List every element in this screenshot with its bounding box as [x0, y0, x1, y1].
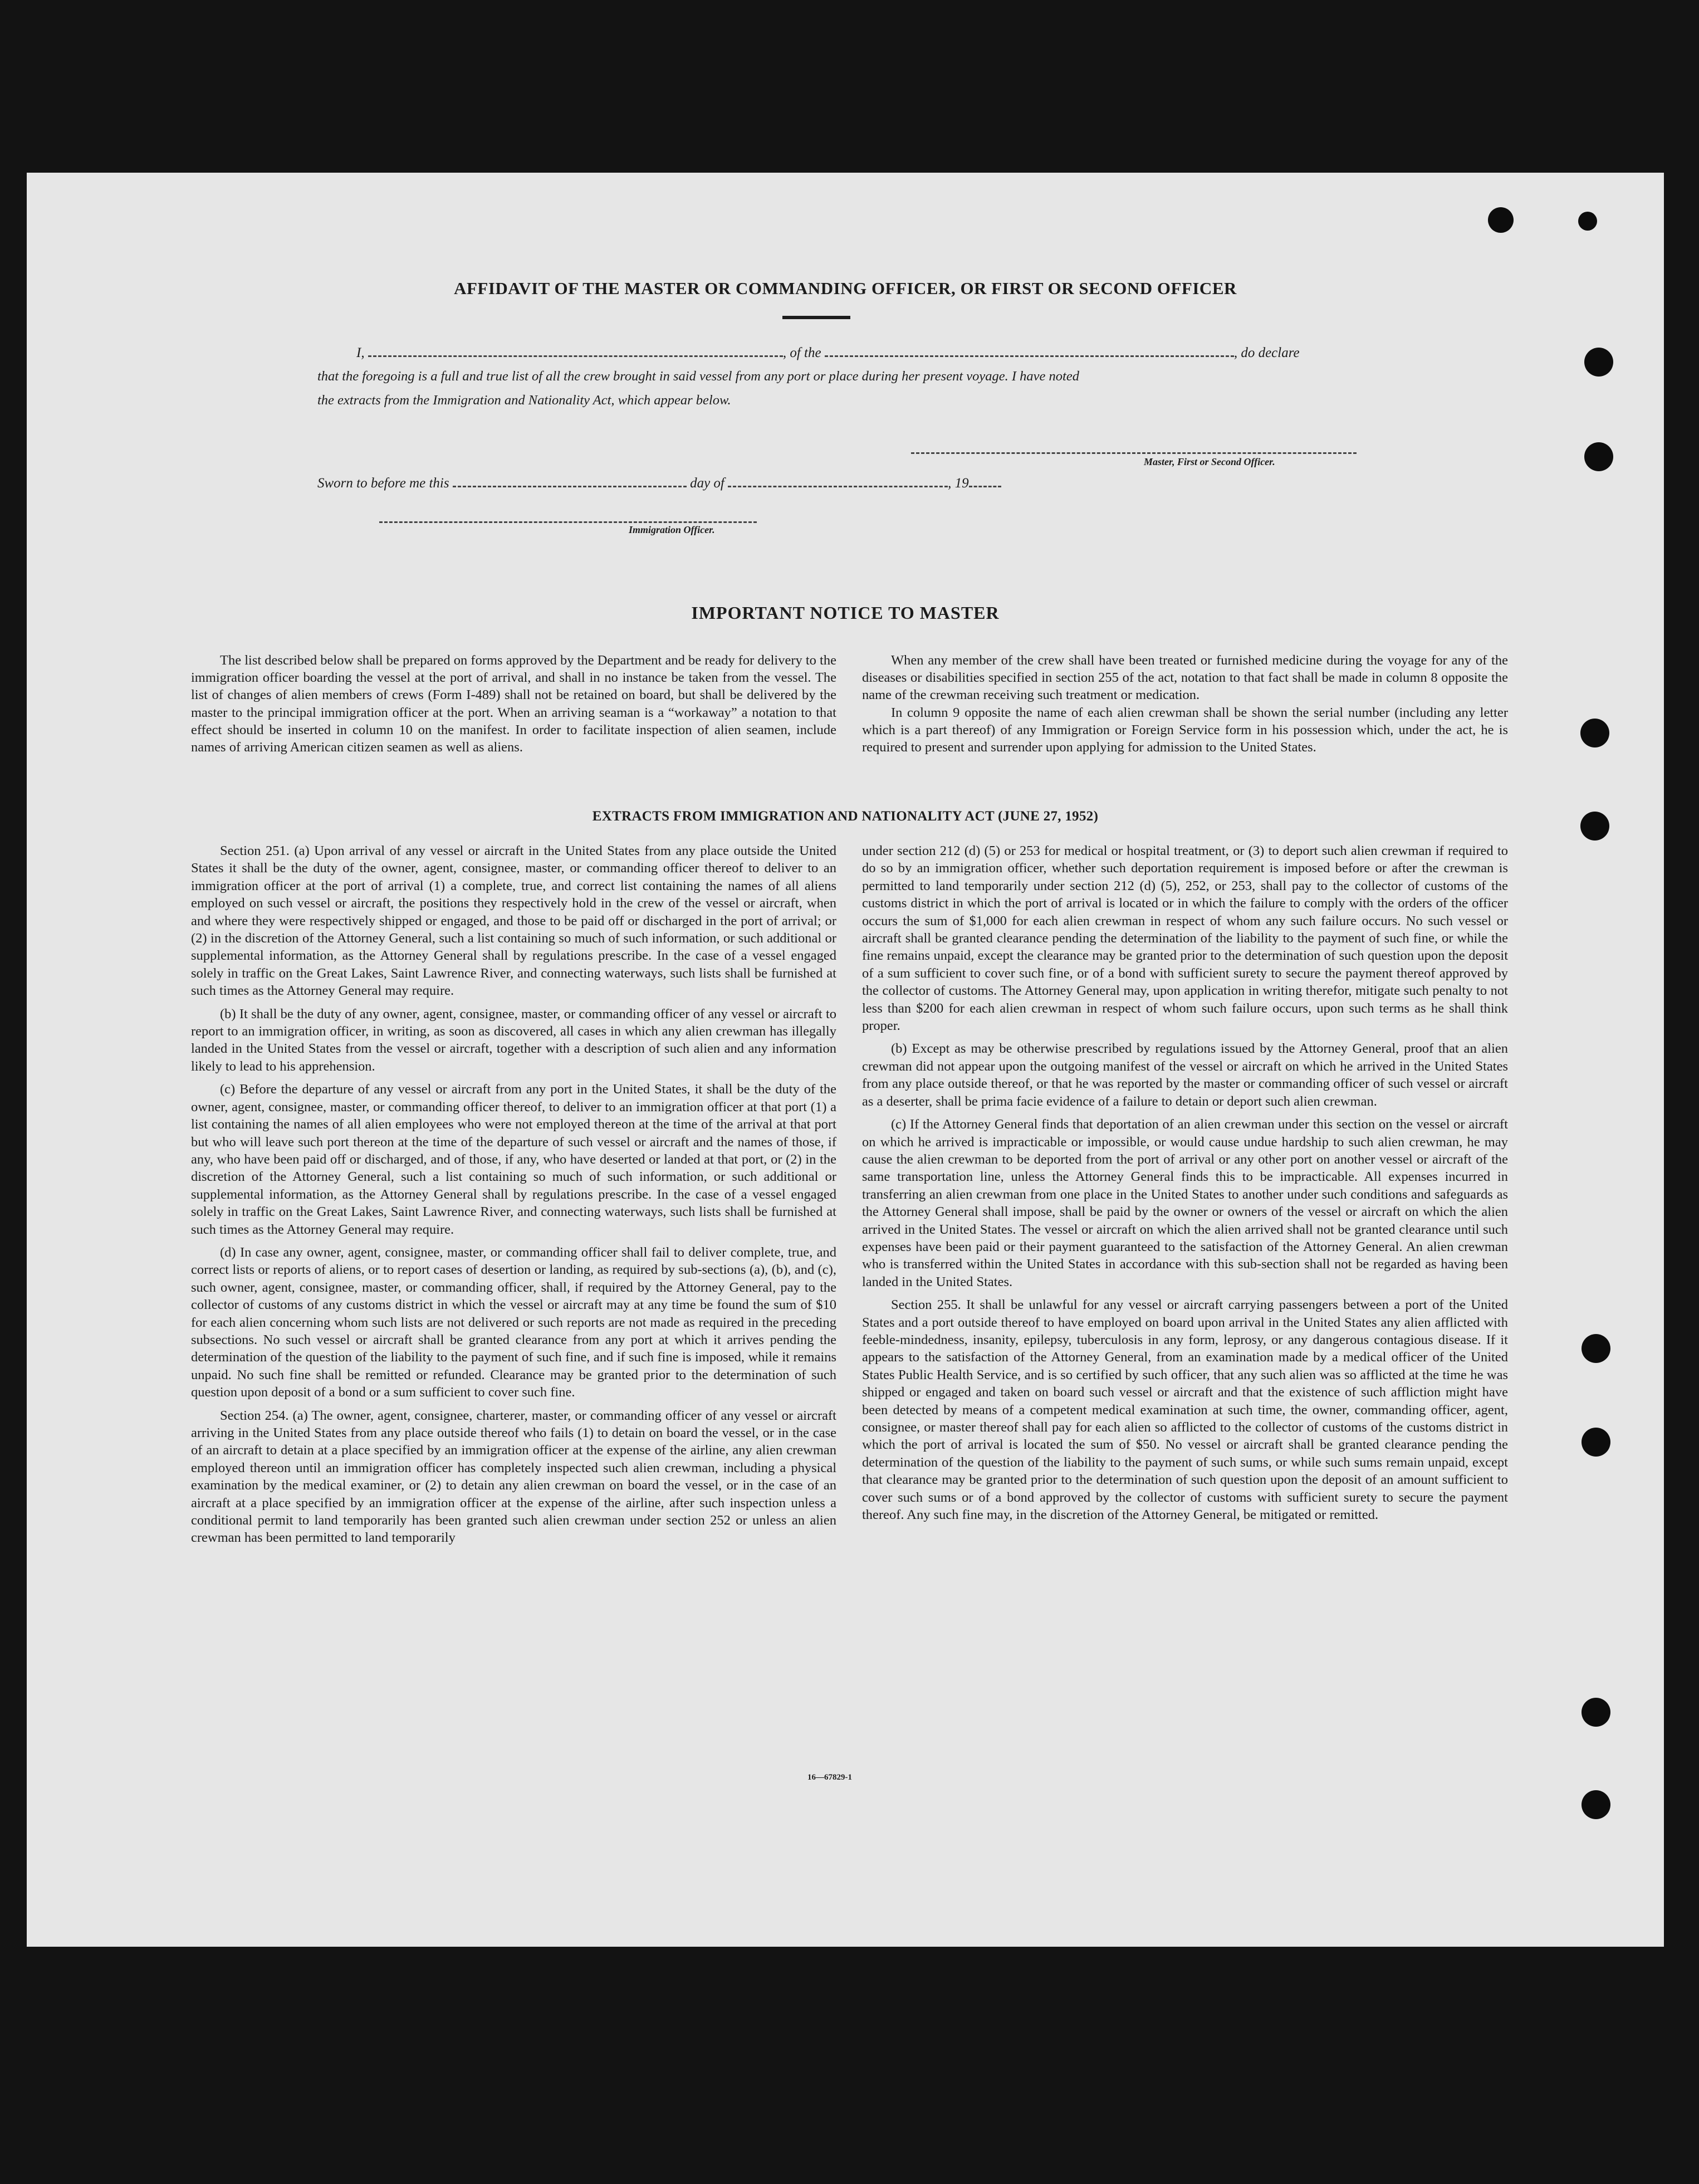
name-field[interactable]: [368, 348, 783, 357]
punch-hole: [1488, 207, 1514, 233]
section-255: Section 255. It shall be unlawful for any vessel or aircraft carrying passengers between a port of the United States and a port outside thereof to have employed on board upon arrival in the United States any alien afflicted with feeble-mindedness, insanity, epilepsy, tuberculosis in any form, leprosy, or any dangerous contagious disease. If it appears to the satisfaction of the Attorney General, from an examination made by a medical officer of the United States Public Health Service, and is so certified by such officer, that any such alien was so afflicted at the time he was shipped or engaged and taken on board such vessel or aircraft and that the existence of such affliction might have been detected by means of a competent medical examination at such time, the owner, commanding officer, agent, consignee, or master thereof shall pay for each alien so afflicted to the collector of customs of the customs district in which the port of arrival is located the sum of $50. No vessel or aircraft shall be granted clearance pending the determination of the question of the liability to the payment of such sums, or while such sums remain unpaid, except that clearance may be granted prior to the determination of such question upon the deposit of an amount sufficient to cover such sums or of a bond approved by the collector of customs with sufficient surety to secure the payment thereof. Any such fine may, in the discretion of the Attorney General, be mitigated or remitted.: [862, 1297, 1508, 1523]
section-254b: (b) Except as may be otherwise prescribed by regulations issued by the Attorney General, proof that an alien crewman did not appear upon the outgoing manifest of the vessel or aircraft on which he arrived in the United States from any place outside thereof, or that he was reported by the master or commanding officer of such vessel or aircraft as a deserter, shall be prima facie evidence of a failure to detain or deport such alien crewman.: [862, 1041, 1508, 1109]
notice-right-paragraph-1: When any member of the crew shall have been treated or furnished medicine during the voyage for any of the diseases or disabilities specified in section 255 of the act, notation to that fact shall be made in column 8 opposite the name of the crewman receiving such treatment or medication.: [862, 653, 1508, 703]
section-251c: (c) Before the departure of any vessel or aircraft from any port in the United States, it shall be the duty of the owner, agent, consignee, master, or commanding officer thereof, to deliver to an immigration officer at that port (1) a list containing the names of all alien employees who were not employed thereon at the time of the arrival at that port but who will leave such port thereon at the time of the departure of such vessel or aircraft and the names of those, if any, who have been paid off or discharged, and of those, if any, who have deserted or landed at that port, or (2) in the discretion of the Attorney General, such a list containing so much of such information, or such additional or supplemental information, as the Attorney General shall by regulations prescribe. In the case of a vessel engaged solely in traffic on the Great Lakes, Saint Lawrence River, and connecting waterways, such lists shall be furnished at such times as the Attorney General may require.: [191, 1082, 836, 1237]
extracts-left-column: [191, 842, 836, 1547]
day-of-label: day of: [690, 476, 724, 491]
punch-hole: [1582, 1428, 1610, 1457]
notice-right-paragraph-2: In column 9 opposite the name of each alien crewman shall be shown the serial number (including any letter which is a part thereof) of any Immigration or Foreign Service form in his possession which, under the act, he is required to present and surrender upon applying for admission to the United States.: [862, 705, 1508, 755]
title-rule: [782, 316, 850, 319]
section-254a: Section 254. (a) The owner, agent, consignee, charterer, master, or commanding officer of any vessel or aircraft arriving in the United States from any place outside thereof who fails (1) to detain on board the vessel, or in the case of an aircraft to detain at a place specified by an immigration officer at the expense of the airline, any alien crewman employed thereon until an immigration officer has completely inspected such alien crewman, including a physical examination by the medical examiner, or (2) to detain any alien crewman on board the vessel, or in the case of an aircraft at a place specified by an immigration officer at the expense of the airline, after such inspection unless a conditional permit to land temporarily has been granted such alien crewman under section 252 or unless an alien crewman has been permitted to land temporarily: [191, 1408, 836, 1546]
declaration-line: [356, 345, 1300, 361]
statement-line-1: that the foregoing is a full and true list of all the crew brought in said vessel from any port or place during her present voyage. I have noted: [317, 369, 1079, 384]
master-caption: Master, First or Second Officer.: [1144, 456, 1275, 467]
officer-caption: Immigration Officer.: [629, 524, 715, 535]
punch-hole: [1582, 1790, 1610, 1819]
extracts-right-column: [862, 842, 1508, 1523]
section-251a: Section 251. (a) Upon arrival of any vessel or aircraft in the United States from any place outside the United States it shall be the duty of the owner, agent, consignee, master, or commanding officer thereof to deliver to an immigration officer at the port of arrival (1) a complete, true, and correct list containing the names of all aliens employed on such vessel or aircraft, the positions they respectively hold in the crew of the vessel or aircraft, when and where they were respectively shipped or engaged, and those to be paid off or discharged in the port of arrival; or (2) in the discretion of the Attorney General, such a list containing so much of such information, or such additional or supplemental information, as the Attorney General shall by regulations prescribe. In the case of a vessel engaged solely in traffic on the Great Lakes, Saint Lawrence River, and connecting waterways, such lists shall be furnished at such times as the Attorney General may require.: [191, 843, 836, 999]
extracts-title: EXTRACTS FROM IMMIGRATION AND NATIONALITY ACT (JUNE 27, 1952): [592, 809, 1099, 824]
document-page: [27, 173, 1664, 1947]
statement-line-2: the extracts from the Immigration and Nationality Act, which appear below.: [317, 393, 731, 408]
section-251d: (d) In case any owner, agent, consignee, master, or commanding officer shall fail to deliver complete, true, and correct lists or reports of aliens, or to report cases of desertion or landing, as required by sub-sections (a), (b), and (c), such owner, agent, consignee, master, or commanding officer, shall, if required by the Attorney General, pay to the collector of customs of any customs district in which the vessel or aircraft may at any time be found the sum of $10 for each alien concerning whom such lists are not delivered or such reports are not made as required in the preceding subsections. No such vessel or aircraft shall be granted clearance from any port at which it arrives pending the determination of the question of the liability to the payment of such fine, and if such fine is imposed, while it remains unpaid. No such fine shall be remitted or refunded. Clearance may be granted prior to the determination of such question upon deposit of a bond or a sum sufficient to cover such fine.: [191, 1244, 836, 1400]
punch-hole: [1584, 348, 1613, 377]
notice-right-column: [862, 652, 1508, 756]
sworn-month-field[interactable]: [728, 478, 948, 487]
notice-title: IMPORTANT NOTICE TO MASTER: [691, 603, 1000, 623]
declare-label: , do declare: [1233, 345, 1300, 360]
sworn-label: Sworn to before me this: [317, 476, 449, 491]
punch-hole: [1580, 719, 1609, 747]
officer-signature-line[interactable]: [379, 521, 757, 523]
master-signature-line[interactable]: [911, 452, 1357, 454]
punch-hole: [1584, 442, 1613, 471]
section-254c: (c) If the Attorney General finds that deportation of an alien crewman under this section on the vessel or aircraft on which he arrived is impracticable or impossible, or would cause undue hardship to such alien crewman, he may cause the alien crewman to be deported from the port of arrival or any other port on another vessel or aircraft of the same transportation line, unless the Attorney General finds this to be impracticable. All expenses incurred in transferring an alien crewman from one place in the United States to another under such conditions and safeguards as the Attorney General shall impose, shall be paid by the owner or owners of the vessel or aircraft on which the alien arrived in the United States. The vessel or aircraft on which the alien arrived shall not be granted clearance until such expenses have been paid or their payment guaranteed to the satisfaction of the Attorney General. An alien crewman who is transferred within the United States in accordance with this sub-section shall not be regarded as having been landed in the United States.: [862, 1117, 1508, 1289]
form-number: 16—67829-1: [807, 1773, 852, 1782]
punch-hole: [1582, 1698, 1610, 1727]
section-254a-continued: under section 212 (d) (5) or 253 for medical or hospital treatment, or (3) to deport such alien crewman if required to do so by an immigration officer, whether such deportation requirement is imposed before or after the crewman is permitted to land temporarily under section 212 (d) (5), 252, or 253, shall pay to the collector of customs of the customs district in which the port of arrival is located or in which the failure to comply with the orders of the officer occurs the sum of $1,000 for each alien crewman in respect of whom any such failure occurs. No such vessel or aircraft shall be granted clearance pending the determination of the liability to the payment of such fine, or while the fine remains unpaid, except the clearance may be granted prior to the determination of such question upon the deposit of a sum sufficient to cover such fine, or of a bond with sufficient surety to secure the payment thereof approved by the collector of customs. The Attorney General may, upon application in writing therefor, mitigate such penalty to not less than $200 for each alien crewman in respect of whom such failure occurs, upon such terms as he shall think proper.: [862, 843, 1508, 1034]
affidavit-title: AFFIDAVIT OF THE MASTER OR COMMANDING OFFICER, OR FIRST OR SECOND OFFICER: [454, 279, 1237, 298]
sworn-day-field[interactable]: [453, 478, 687, 487]
sworn-line: [317, 476, 1001, 491]
punch-hole: [1578, 212, 1597, 231]
of-the-label: , of the: [782, 345, 821, 360]
vessel-field[interactable]: [825, 348, 1234, 357]
i-label: I,: [356, 345, 365, 360]
notice-left-paragraph: The list described below shall be prepared on forms approved by the Department and be ready for delivery to the immigration officer boarding the vessel at the port of arrival, and shall in no instance be taken from the vessel. The list of changes of alien members of crews (Form I-489) shall not be retained on board, but shall be delivered by the master to the principal immigration officer at the port. When an arriving seaman is a “workaway” a notation to that effect should be inserted in column 10 on the manifest. In order to facilitate inspection of alien seamen, include names of arriving American citizen seamen as well as aliens.: [191, 653, 836, 755]
section-251b: (b) It shall be the duty of any owner, agent, consignee, master, or commanding officer of any vessel or aircraft to report to an immigration officer, in writing, as soon as discovered, all cases in which any alien crewman has illegally landed in the United States from the vessel or aircraft, together with a description of such alien and any information likely to lead to his apprehension.: [191, 1006, 836, 1074]
sworn-year-field[interactable]: [969, 478, 1001, 487]
notice-left-column: [191, 652, 836, 756]
year-label: , 19: [948, 476, 969, 491]
punch-hole: [1582, 1334, 1610, 1363]
